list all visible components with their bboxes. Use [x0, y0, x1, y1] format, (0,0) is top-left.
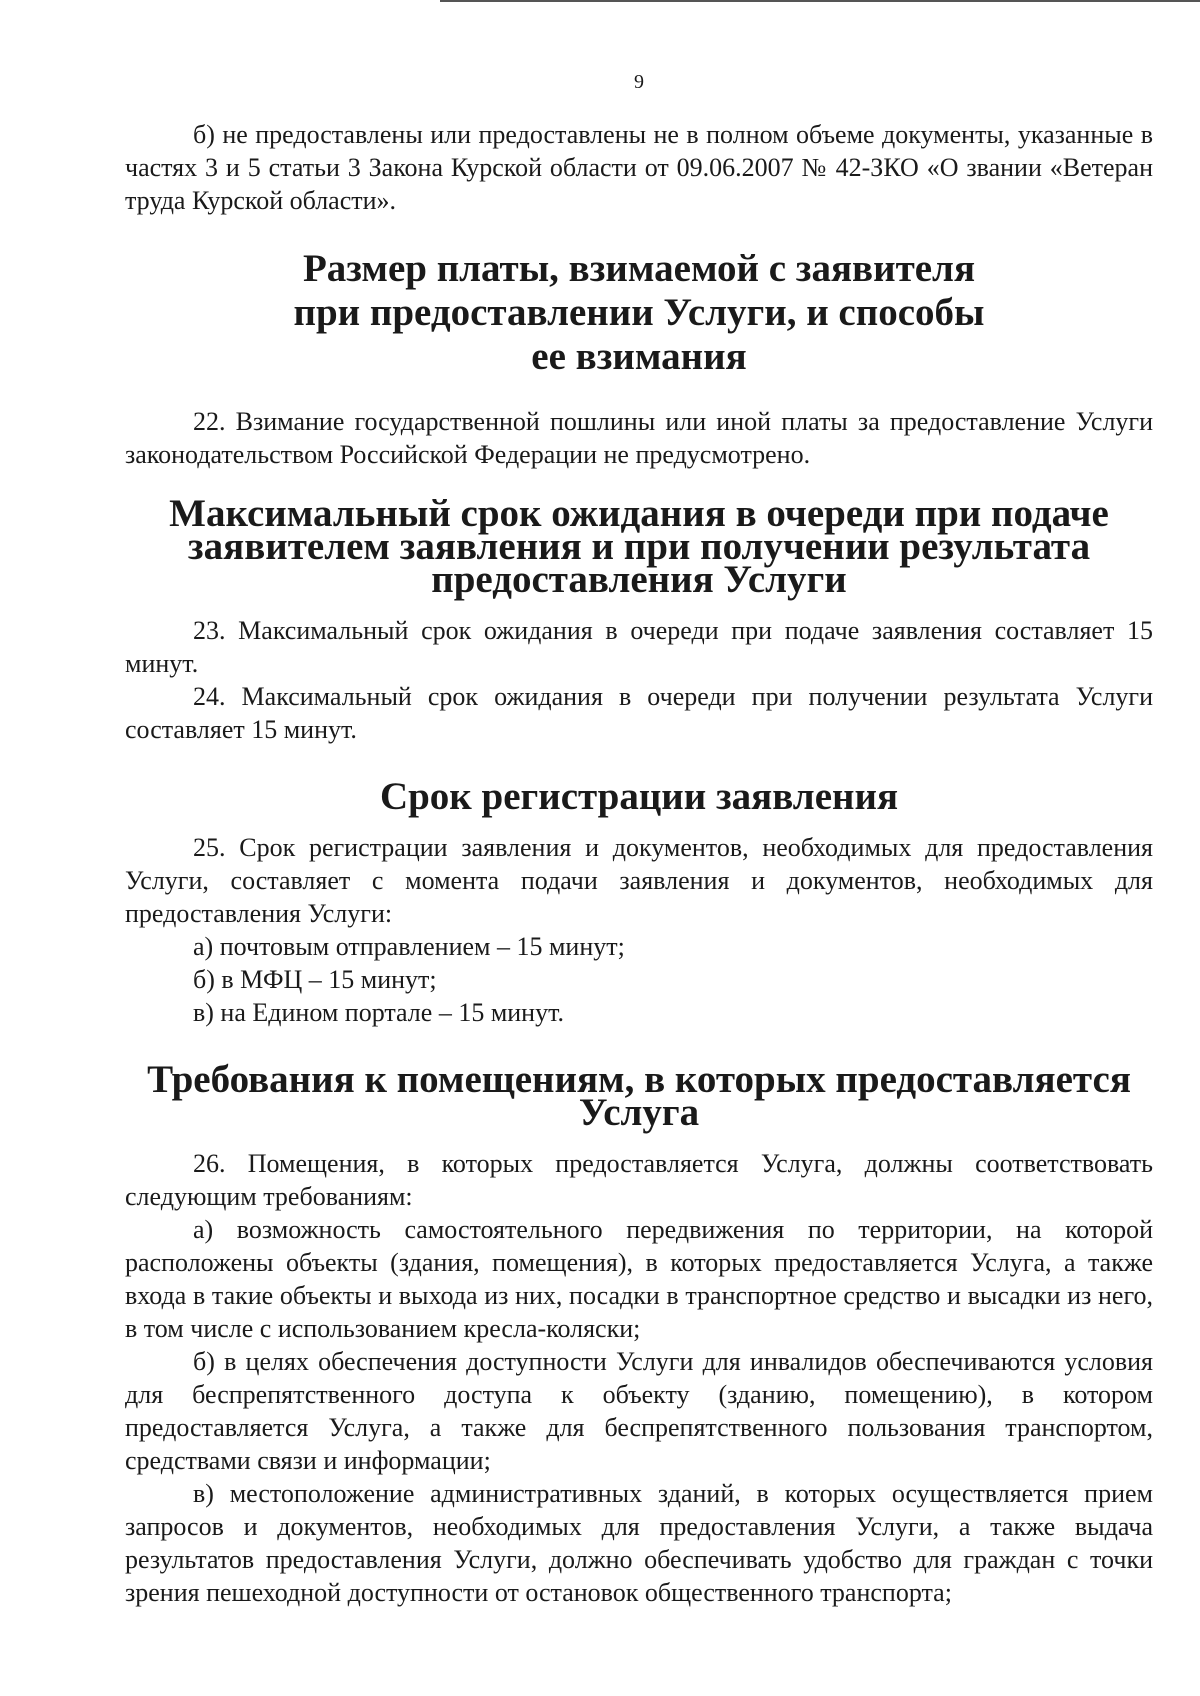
paragraph-22: 22. Взимание государственной пошлины или иной платы за предоставление Услуги законодательством Российской Федерации не предусмотрено.	[125, 407, 1153, 469]
top-scan-rule	[440, 0, 1200, 2]
heading-registration-time: Срок регистрации заявления	[379, 775, 899, 818]
heading-premises-requirements: Требования к помещениям, в которых предоставляется Услуга	[147, 1058, 1131, 1134]
paragraph-24: 24. Максимальный срок ожидания в очереди при получении результата Услуги составляет 15 минут.	[125, 682, 1153, 744]
paragraph-26c: в) местоположение административных зданий, в которых осуществляется прием запросов и документов, необходимых для предоставления Услуги, а также выдача результатов предоставления Услуги, должно обеспечивать удобство для граждан с точки зрения пешеходной доступности от остановок общественного транспорта;	[125, 1479, 1153, 1607]
page-number: 9	[634, 71, 644, 93]
paragraph-26: 26. Помещения, в которых предоставляется Услуга, должны соответствовать следующим требованиям:	[125, 1149, 1153, 1211]
paragraph-25b: б) в МФЦ – 15 минут;	[193, 965, 437, 994]
paragraph-26b: б) в целях обеспечения доступности Услуги для инвалидов обеспечиваются условия для беспрепятственного доступа к объекту (зданию, помещению), в котором предоставляется Услуга, а также для беспрепятственного пользования транспортом, средствами связи и информации;	[125, 1347, 1153, 1475]
document-page	[125, 70, 1153, 1609]
paragraph-25c: в) на Едином портале – 15 минут.	[193, 998, 565, 1027]
paragraph-25a: а) почтовым отправлением – 15 минут;	[193, 932, 625, 961]
paragraph-23: 23. Максимальный срок ожидания в очереди при подаче заявления составляет 15 минут.	[125, 616, 1153, 678]
paragraph-25: 25. Срок регистрации заявления и документов, необходимых для предоставления Услуги, составляет с момента подачи заявления и документов, необходимых для предоставления Услуги:	[125, 833, 1153, 928]
paragraph-21b: б) не предоставлены или предоставлены не в полном объеме документы, указанные в частях 3 и 5 статьи 3 Закона Курской области от 09.06.2007 № 42-ЗКО «О звании «Ветеран труда Курской области».	[125, 120, 1153, 215]
heading-queue-time: Максимальный срок ожидания в очереди при подаче заявителем заявления и при получении результата предоставления Услуги	[169, 492, 1109, 601]
heading-fee: Размер платы, взимаемой с заявителя при предоставлении Услуги, и способы ее взимания	[293, 247, 985, 378]
paragraph-26a: а) возможность самостоятельного передвижения по территории, на которой расположены объекты (здания, помещения), в которых предоставляется Услуга, а также входа в такие объекты и выхода из них, посадки в транспортное средство и высадки из него, в том числе с использованием кресла-коляски;	[125, 1215, 1153, 1343]
